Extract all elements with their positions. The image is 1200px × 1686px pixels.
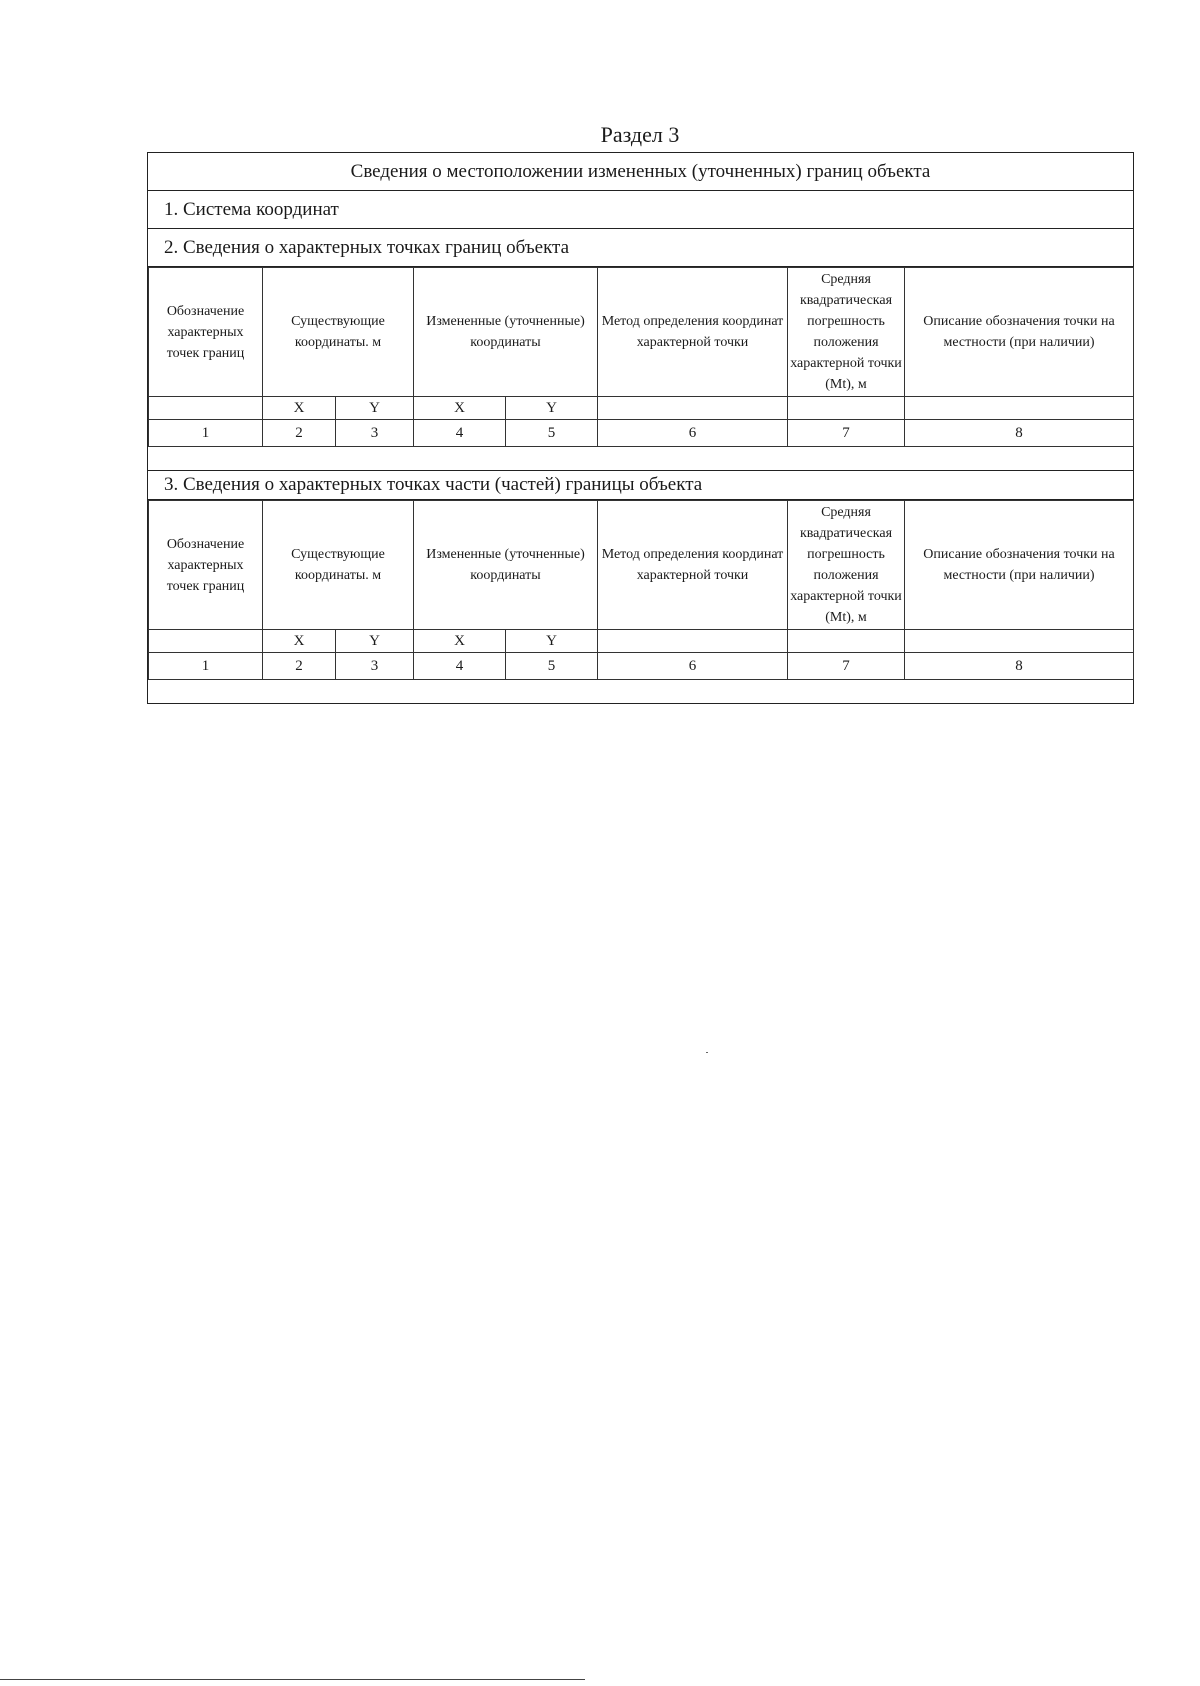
column-number: 3 [336, 653, 414, 680]
header-method: Метод определения координат характерной точки [598, 268, 788, 397]
section-frame [147, 152, 1134, 704]
header-method: Метод определения координат характерной точки [598, 501, 788, 630]
column-number: 2 [263, 653, 336, 680]
xy-row [149, 397, 1134, 420]
column-number: 4 [414, 420, 506, 447]
column-number: 5 [506, 420, 598, 447]
empty-data-row [148, 680, 1133, 703]
header-point-designation: Обозначение характерных точек границ [149, 268, 263, 397]
header-changed-coordinates: Измененные (уточненные) координаты [414, 268, 598, 397]
changed-y-label: Y [506, 397, 598, 420]
column-number: 2 [263, 420, 336, 447]
scan-speck [706, 1052, 708, 1053]
changed-x-label: X [414, 630, 506, 653]
column-number: 3 [336, 420, 414, 447]
header-row [149, 268, 1134, 397]
block3-title: 3. Сведения о характерных точках части (частей) границы объекта [148, 471, 1133, 500]
header-description: Описание обозначения точки на местности (при наличии) [905, 268, 1134, 397]
xy-row [149, 630, 1134, 653]
xy-empty [905, 630, 1134, 653]
column-number: 7 [788, 420, 905, 447]
column-number: 1 [149, 653, 263, 680]
existing-x-label: X [263, 397, 336, 420]
column-number: 1 [149, 420, 263, 447]
empty-data-row [148, 447, 1133, 471]
xy-empty [905, 397, 1134, 420]
xy-empty [788, 397, 905, 420]
section-title: Раздел 3 [600, 122, 680, 147]
block2-title: 2. Сведения о характерных точках границ объекта [148, 229, 1133, 267]
existing-x-label: X [263, 630, 336, 653]
changed-y-label: Y [506, 630, 598, 653]
column-number-row [149, 653, 1134, 680]
column-number: 6 [598, 653, 788, 680]
column-number: 8 [905, 420, 1134, 447]
existing-y-label: Y [336, 630, 414, 653]
coordinate-system-row: 1. Система координат [148, 191, 1133, 229]
block2-table [148, 267, 1134, 447]
xy-empty [598, 630, 788, 653]
header-error: Средняя квадратическая погрешность положения характерной точки (Mt), м [788, 501, 905, 630]
block3-table [148, 500, 1134, 680]
main-title: Сведения о местоположении измененных (уточненных) границ объекта [148, 153, 1133, 191]
column-number: 4 [414, 653, 506, 680]
header-point-designation: Обозначение характерных точек границ [149, 501, 263, 630]
header-row [149, 501, 1134, 630]
column-number: 8 [905, 653, 1134, 680]
xy-empty [149, 630, 263, 653]
column-number: 5 [506, 653, 598, 680]
xy-empty [788, 630, 905, 653]
header-existing-coordinates: Существующие координаты. м [263, 501, 414, 630]
footer-rule [0, 1679, 585, 1680]
changed-x-label: X [414, 397, 506, 420]
header-description: Описание обозначения точки на местности (при наличии) [905, 501, 1134, 630]
header-changed-coordinates: Измененные (уточненные) координаты [414, 501, 598, 630]
header-existing-coordinates: Существующие координаты. м [263, 268, 414, 397]
column-number-row [149, 420, 1134, 447]
xy-empty [149, 397, 263, 420]
xy-empty [598, 397, 788, 420]
column-number: 6 [598, 420, 788, 447]
header-error: Средняя квадратическая погрешность положения характерной точки (Mt), м [788, 268, 905, 397]
column-number: 7 [788, 653, 905, 680]
existing-y-label: Y [336, 397, 414, 420]
